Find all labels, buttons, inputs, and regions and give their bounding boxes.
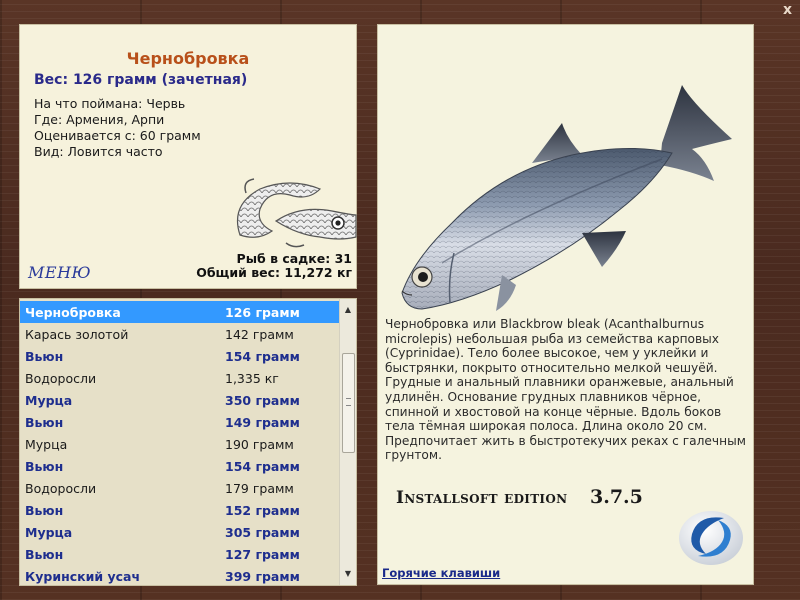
list-item[interactable] xyxy=(20,433,340,455)
list-item-weight: 154 грамм xyxy=(225,459,300,474)
list-item[interactable] xyxy=(20,323,340,345)
fish-title: Чернобровка xyxy=(126,49,250,68)
list-item-weight: 149 грамм xyxy=(225,415,300,430)
menu-button[interactable]: МЕНЮ xyxy=(28,263,92,282)
min-weight-detail: Оценивается с: 60 грамм xyxy=(34,128,201,143)
fish-info-panel xyxy=(19,24,357,289)
list-item-name: Куринский усач xyxy=(25,569,141,584)
list-item-weight: 127 грамм xyxy=(225,547,300,562)
list-item[interactable] xyxy=(20,543,340,565)
list-item-name: Водоросли xyxy=(25,371,97,386)
list-item-weight: 1,335 кг xyxy=(225,371,279,386)
list-item[interactable] xyxy=(20,367,340,389)
list-item-weight: 190 грамм xyxy=(225,437,294,452)
list-item[interactable] xyxy=(20,411,340,433)
list-item[interactable] xyxy=(20,477,340,499)
list-item[interactable] xyxy=(20,499,340,521)
list-item-name: Вьюн xyxy=(25,503,64,518)
list-item-name: Мурца xyxy=(25,525,73,540)
fish-photo-icon xyxy=(392,63,742,323)
list-item-name: Вьюн xyxy=(25,349,64,364)
list-item-weight: 399 грамм xyxy=(225,569,300,584)
list-item-weight: 142 грамм xyxy=(225,327,294,342)
list-item-name: Мурца xyxy=(25,437,68,452)
list-scrollbar[interactable] xyxy=(339,299,356,585)
close-icon[interactable]: x xyxy=(782,2,792,18)
installsoft-logo-icon xyxy=(676,504,746,568)
list-item-weight: 179 грамм xyxy=(225,481,294,496)
list-item-weight: 305 грамм xyxy=(225,525,300,540)
fish-weight: Вес: 126 грамм (зачетная) xyxy=(34,72,248,88)
scroll-up-icon[interactable]: ▲ xyxy=(344,305,352,314)
list-item[interactable] xyxy=(20,301,340,323)
cage-count: Рыб в садке: 31 xyxy=(236,251,352,266)
list-item-name: Вьюн xyxy=(25,459,64,474)
scroll-thumb[interactable] xyxy=(342,353,355,453)
total-weight: Общий вес: 11,272 кг xyxy=(196,265,352,280)
list-item-name: Мурца xyxy=(25,393,73,408)
list-item-weight: 350 грамм xyxy=(225,393,300,408)
fish-description: Чернобровка или Blackbrow bleak (Acanthalburnus microlepis) небольшая рыба из семейства карповых (Cyprinidae). Тело более высокое, чем у уклейки и быстрянки, покрыто относительно мелкой чешуёй. Грудные и анальный плавники оранжевые, анальный удлинён. Основание грудных плавников чёрное, спинной и хвостовой на конце чёрные. Вдоль боков тела тёмная широкая полоса. Длина около 20 см. Предпочитает жить в быстротекучих реках с галечным грунтом. xyxy=(385,317,746,463)
list-item[interactable] xyxy=(20,345,340,367)
list-item-name: Вьюн xyxy=(25,547,64,562)
list-item-name: Водоросли xyxy=(25,481,97,496)
list-item-name: Чернобровка xyxy=(25,305,121,320)
fish-description-panel xyxy=(377,24,754,585)
list-item-name: Карась золотой xyxy=(25,327,129,342)
list-item[interactable] xyxy=(20,455,340,477)
version-label: 3.7.5 xyxy=(590,486,643,508)
list-item[interactable] xyxy=(20,565,340,586)
list-item-name: Вьюн xyxy=(25,415,64,430)
location-detail: Где: Армения, Арпи xyxy=(34,112,165,127)
pisces-fish-emblem-icon xyxy=(220,175,358,251)
scroll-down-icon[interactable]: ▼ xyxy=(344,569,352,578)
catch-list[interactable] xyxy=(19,298,357,586)
catch-list-rows xyxy=(20,301,340,586)
edition-badge xyxy=(390,480,746,570)
frequency-detail: Вид: Ловится часто xyxy=(34,144,163,159)
list-item[interactable] xyxy=(20,521,340,543)
list-item-weight: 152 грамм xyxy=(225,503,300,518)
list-item-weight: 126 грамм xyxy=(225,305,300,320)
edition-label: Installsoft edition xyxy=(396,488,568,508)
bait-detail: На что поймана: Червь xyxy=(34,96,186,111)
list-item[interactable] xyxy=(20,389,340,411)
list-item-weight: 154 грамм xyxy=(225,349,300,364)
hotkeys-link[interactable]: Горячие клавиши xyxy=(382,566,501,580)
